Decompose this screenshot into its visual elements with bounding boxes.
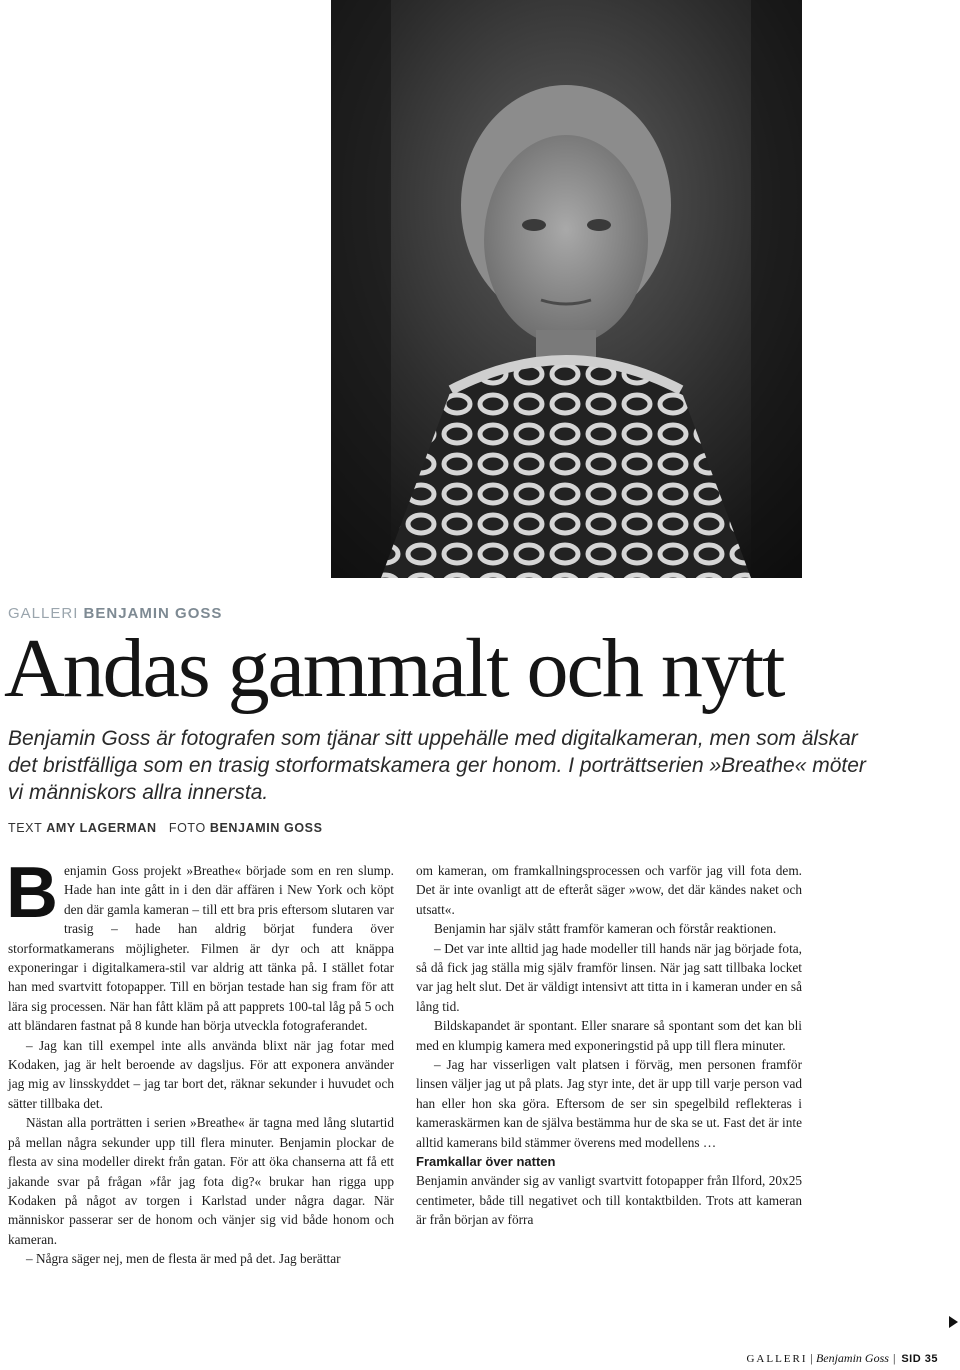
portrait-photo xyxy=(331,0,802,578)
footer-name: Benjamin Goss xyxy=(815,1351,889,1365)
article-paragraph-text: enjamin Goss projekt »Breathe« började som en ren slump. Hade han inte gått in i den där affären i New York och köpt den där gamla kameran – till ett bra pris eftersom slutaren var trasig – hade han aldrig börjat fundera över storformatkamerans möjligheter. Filmen är dyr och att knäppa exponeringar i digitalkamera-stil var aldrig att tänka på. I stället fotar han med svartvitt fotopapper. Till en början testade han sig fram för att lära sig processen. När han fått kläm på att papprets 100-tal låg på 5 och att bländaren fastnat på 8 kunde han börja utveckla fotograferandet. xyxy=(8,863,394,1034)
portrait-photo-graphic xyxy=(331,0,802,578)
kicker-section: GALLERI xyxy=(8,605,79,622)
byline xyxy=(8,821,323,835)
article-column-1 xyxy=(6,853,394,1269)
article-paragraph: om kameran, om framkallningsprocessen och varför jag vill fota dem. Det är inte ovanligt att de efteråt säger »wow, det där kändes naket och utsatt«. xyxy=(416,863,802,917)
article-column-2 xyxy=(416,861,802,1229)
article-paragraph: – Jag kan till exempel inte alls använda blixt när jag fotar med Kodaken, jag är helt beroende av dagsljus. För att exponera använder jag mig av linsskyddet – jag tar bort det, räknar sekunder i huvudet och sätter tillbaka det. xyxy=(8,1037,394,1111)
footer-page-number: 35 xyxy=(924,1353,938,1365)
footer-section: GALLERI xyxy=(746,1353,808,1365)
byline-photographer: BENJAMIN GOSS xyxy=(209,821,323,835)
byline-photo-label: FOTO xyxy=(168,821,206,835)
article-paragraph: – Det var inte alltid jag hade modeller till hands när jag började fota, så då fick jag ställa mig själv framför linsen. När jag satt tillbaka locket var jag helt slut. Det är väldigt intensivt att titta in i kameran under en så lång tid. xyxy=(416,940,802,1014)
article-paragraph: – Jag har visserligen valt platsen i förväg, men personen framför linsen väljer jag ut på plats. Jag styr inte, det är upp till varje person vad han eller hon ska göra. Eftersom de ser sin spegelbild reflekteras i kameraskärmen kan de själva bestämma hur de ska se ut. Fast det är inte alltid kamerans bild stämmer överens med modellens … xyxy=(416,1057,802,1150)
triangle-right-icon xyxy=(949,1316,958,1328)
article-paragraph: Nästan alla porträtten i serien »Breathe« är tagna med lång slutartid på mellan några sekunder upp till flera minuter. Benjamin plockar de flesta av sina modeller direkt från gatan. För att öka chanserna att få ett jakande svar på frågan »får jag fota dig?« brukar han rigga upp Kodaken på något av torgen i Karlstad under några dagar. När människor passerar ser de honom och vänjer sig vid både honom och kameran. xyxy=(8,1115,394,1247)
footer-page-label: SID xyxy=(901,1353,922,1365)
page-footer: GALLERI | Benjamin Goss | SID 35 xyxy=(746,1351,938,1365)
article-paragraph xyxy=(6,853,394,1036)
lead-paragraph: Benjamin Goss är fotografen som tjänar sitt uppehälle med digitalkameran, men som älskar det bristfälliga som en trasig storformatskamera ger honom. I porträttserien »Breathe« möter vi människors allra innersta. xyxy=(8,727,866,804)
article-paragraph: Benjamin har själv stått framför kameran och förstår reaktionen. xyxy=(434,921,777,937)
kicker-name: BENJAMIN GOSS xyxy=(83,605,223,622)
article-paragraph: Benjamin använder sig av vanligt svartvitt fotopapper från Ilford, 20x25 centimeter, både till negativet och till kontaktbilden. Trots att kameran är från början av förra xyxy=(416,1173,802,1227)
article-paragraph: Bildskapandet är spontant. Eller snarare så spontant som det kan bli med en klumpig kamera med exponeringstid på upp till flera minuter. xyxy=(416,1018,802,1053)
article-paragraph: – Några säger nej, men de flesta är med på det. Jag berättar xyxy=(26,1251,341,1267)
dropcap: B xyxy=(6,853,58,933)
byline-author: AMY LAGERMAN xyxy=(46,821,157,835)
headline: Andas gammalt och nytt xyxy=(4,622,784,715)
subheading: Framkallar över natten xyxy=(416,1154,556,1170)
byline-text-label: TEXT xyxy=(8,821,43,835)
